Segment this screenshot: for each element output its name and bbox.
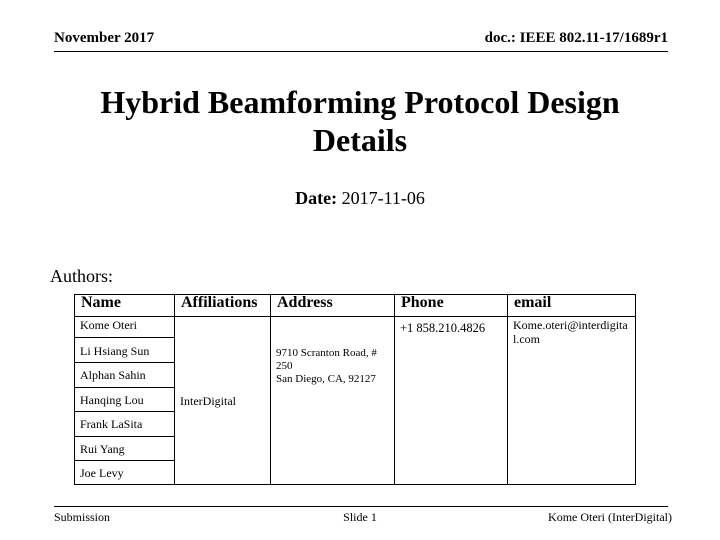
address-line-2: 250 — [276, 360, 293, 372]
author-name: Li Hsiang Sun — [75, 338, 175, 363]
author-name: Alphan Sahin — [75, 363, 175, 388]
table-header-row — [75, 295, 636, 317]
author-name: Hanqing Lou — [75, 388, 175, 412]
address-cell — [271, 317, 395, 485]
address-line-3: San Diego, CA, 92127 — [276, 373, 376, 385]
date-line — [0, 188, 720, 209]
col-header-phone: Phone — [395, 295, 508, 317]
author-name: Kome Oteri — [75, 317, 175, 338]
affiliation-cell: InterDigital — [175, 317, 271, 485]
email-cell: Kome.oteri@interdigital.com — [508, 317, 636, 485]
table-row — [75, 317, 636, 338]
col-header-address: Address — [271, 295, 395, 317]
author-name: Frank LaSita — [75, 412, 175, 437]
author-name: Rui Yang — [75, 437, 175, 461]
footer-submission: Submission — [54, 510, 111, 524]
footer-author: Kome Oteri (InterDigital) — [548, 510, 672, 524]
header-doc-id: doc.: IEEE 802.11-17/1689r1 — [484, 30, 668, 46]
col-header-email: email — [508, 295, 636, 317]
header-divider — [54, 51, 668, 52]
header-date: November 2017 — [54, 30, 155, 46]
col-header-name: Name — [75, 295, 175, 317]
authors-label: Authors: — [50, 266, 113, 286]
author-name: Joe Levy — [75, 461, 175, 485]
date-value: 2017-11-06 — [341, 188, 425, 208]
footer-slide-number: Slide 1 — [343, 510, 377, 524]
slide-title: Hybrid Beamforming Protocol Design Details — [100, 84, 620, 158]
phone-cell: +1 858.210.4826 — [395, 317, 508, 485]
address-line-1: 9710 Scranton Road, # — [276, 347, 377, 359]
col-header-affiliations: Affiliations — [175, 295, 271, 317]
footer-divider — [54, 506, 668, 507]
date-label: Date: — [295, 188, 338, 208]
authors-table — [74, 294, 636, 485]
